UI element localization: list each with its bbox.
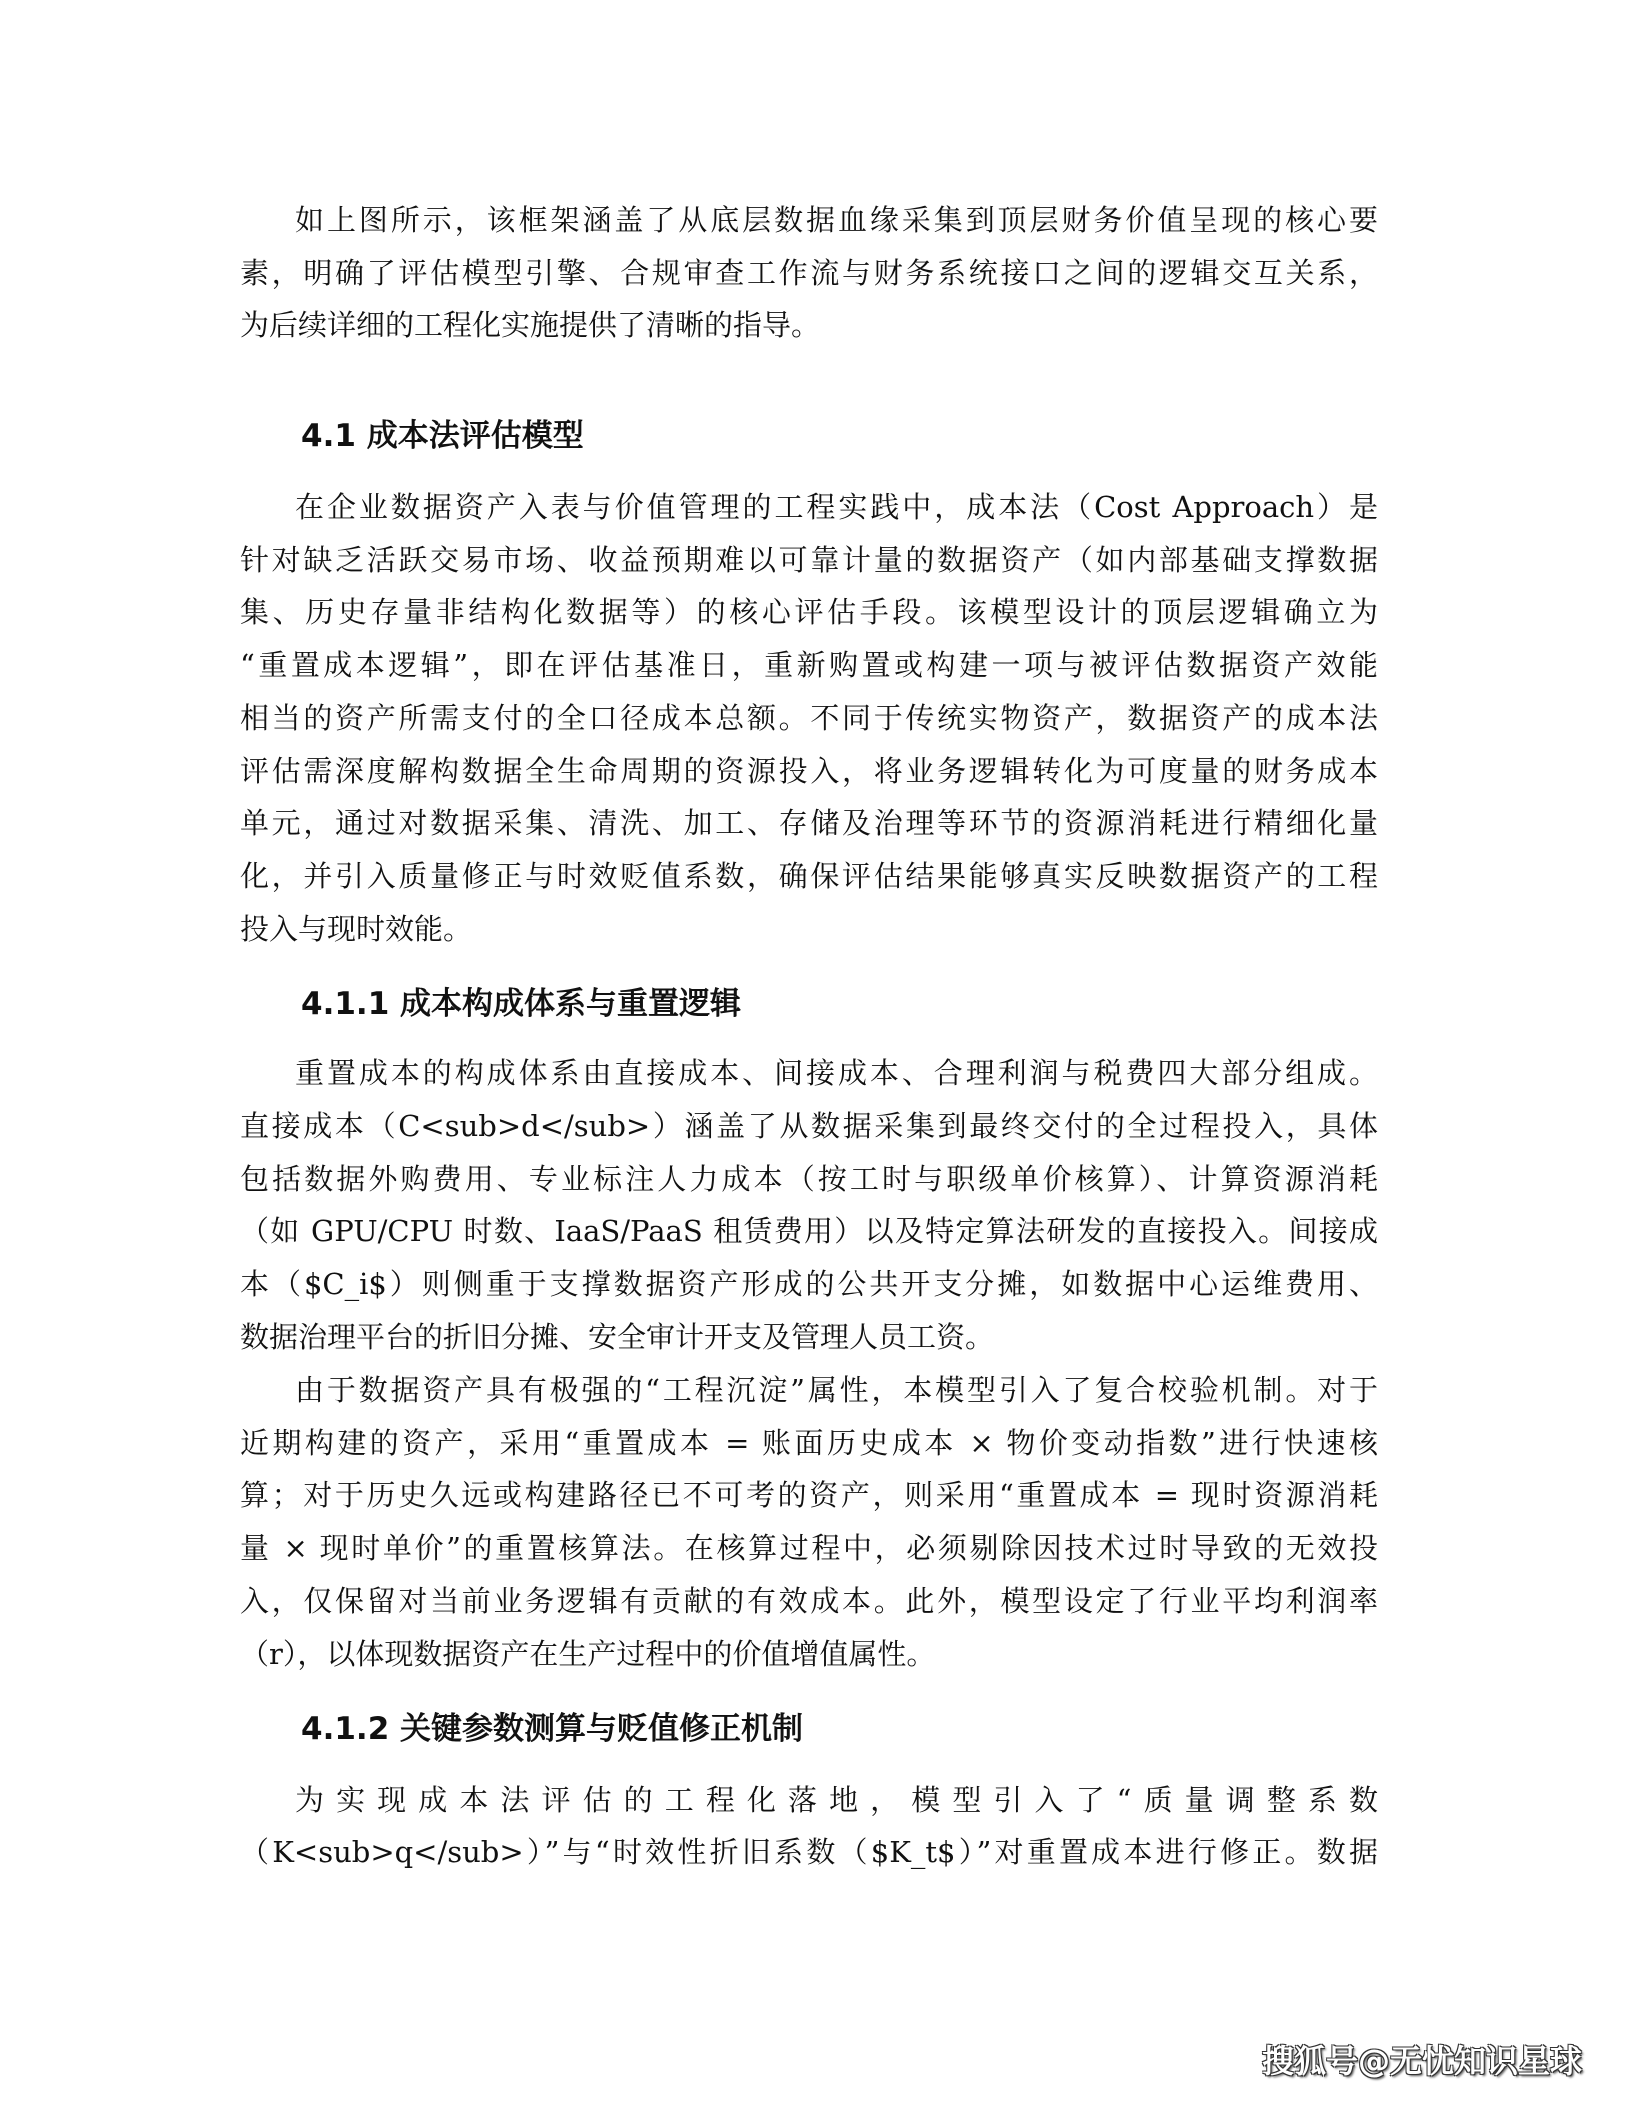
paragraph-2-line: 在企业数据资产入表与价值管理的工程实践中，成本法（Cost Approach）是	[295, 490, 1378, 524]
paragraph-3-line: （如 GPU/CPU 时数、IaaS/PaaS 租赁费用）以及特定算法研发的直接投入。间接成	[240, 1214, 1378, 1249]
paragraph-4-line: 近期构建的资产，采用“重置成本 = 账面历史成本 × 物价变动指数”进行快速核	[240, 1425, 1378, 1460]
section-heading-4-1-2: 4.1.2 关键参数测算与贬值修正机制	[301, 1711, 804, 1747]
paragraph-1-line: 素，明确了评估模型引擎、合规审查工作流与财务系统接口之间的逻辑交互关系，	[240, 255, 1378, 290]
paragraph-5-line: （K<sub>q</sub>）”与“时效性折旧系数（$K_t$）”对重置成本进行修正。数据	[240, 1835, 1378, 1869]
paragraph-2-line: 针对缺乏活跃交易市场、收益预期难以可靠计量的数据资产（如内部基础支撑数据	[240, 542, 1378, 577]
paragraph-4-line: 算；对于历史久远或构建路径已不可考的资产，则采用“重置成本 = 现时资源消耗	[240, 1478, 1378, 1513]
paragraph-2-line: 集、历史存量非结构化数据等）的核心评估手段。该模型设计的顶层逻辑确立为	[240, 595, 1378, 630]
paragraph-2-line: 评估需深度解构数据全生命周期的资源投入，将业务逻辑转化为可度量的财务成本	[240, 753, 1378, 788]
paragraph-2-line: 相当的资产所需支付的全口径成本总额。不同于传统实物资产，数据资产的成本法	[240, 700, 1378, 735]
section-heading-4-1-1: 4.1.1 成本构成体系与重置逻辑	[301, 986, 742, 1022]
paragraph-1-line: 为后续详细的工程化实施提供了清晰的指导。	[240, 308, 821, 343]
watermark: 搜狐号@无忧知识星球	[1262, 2042, 1583, 2080]
paragraph-3-line: 重置成本的构成体系由直接成本、间接成本、合理利润与税费四大部分组成。	[295, 1056, 1378, 1090]
paragraph-4-line: 量 × 现时单价”的重置核算法。在核算过程中，必须剔除因技术过时导致的无效投	[240, 1531, 1378, 1566]
paragraph-2-line: 化，并引入质量修正与时效贬值系数，确保评估结果能够真实反映数据资产的工程	[240, 858, 1378, 893]
paragraph-1-line: 如上图所示，该框架涵盖了从底层数据血缘采集到顶层财务价值呈现的核心要	[295, 203, 1378, 237]
paragraph-2-line: “重置成本逻辑”，即在评估基准日，重新购置或构建一项与被评估数据资产效能	[240, 648, 1378, 683]
paragraph-2-line: 单元，通过对数据采集、清洗、加工、存储及治理等环节的资源消耗进行精细化量	[240, 806, 1378, 841]
paragraph-2-line: 投入与现时效能。	[240, 911, 473, 946]
paragraph-4-line: （r），以体现数据资产在生产过程中的价值增值属性。	[240, 1636, 936, 1671]
section-heading-4-1: 4.1 成本法评估模型	[301, 418, 584, 454]
paragraph-4-line: 由于数据资产具有极强的“工程沉淀”属性，本模型引入了复合校验机制。对于	[295, 1373, 1378, 1407]
paragraph-3-line: 包括数据外购费用、专业标注人力成本（按工时与职级单价核算）、计算资源消耗	[240, 1161, 1378, 1196]
paragraph-3-line: 直接成本（C<sub>d</sub>）涵盖了从数据采集到最终交付的全过程投入，具体	[240, 1108, 1378, 1143]
paragraph-4-line: 入，仅保留对当前业务逻辑有贡献的有效成本。此外，模型设定了行业平均利润率	[240, 1583, 1378, 1618]
paragraph-5-line: 为实现成本法评估的工程化落地，模型引入了“质量调整系数	[295, 1783, 1378, 1817]
paragraph-3-line: 数据治理平台的折旧分摊、安全审计开支及管理人员工资。	[240, 1320, 995, 1354]
paragraph-3-line: 本（$C_i$）则侧重于支撑数据资产形成的公共开支分摊，如数据中心运维费用、	[240, 1267, 1378, 1302]
